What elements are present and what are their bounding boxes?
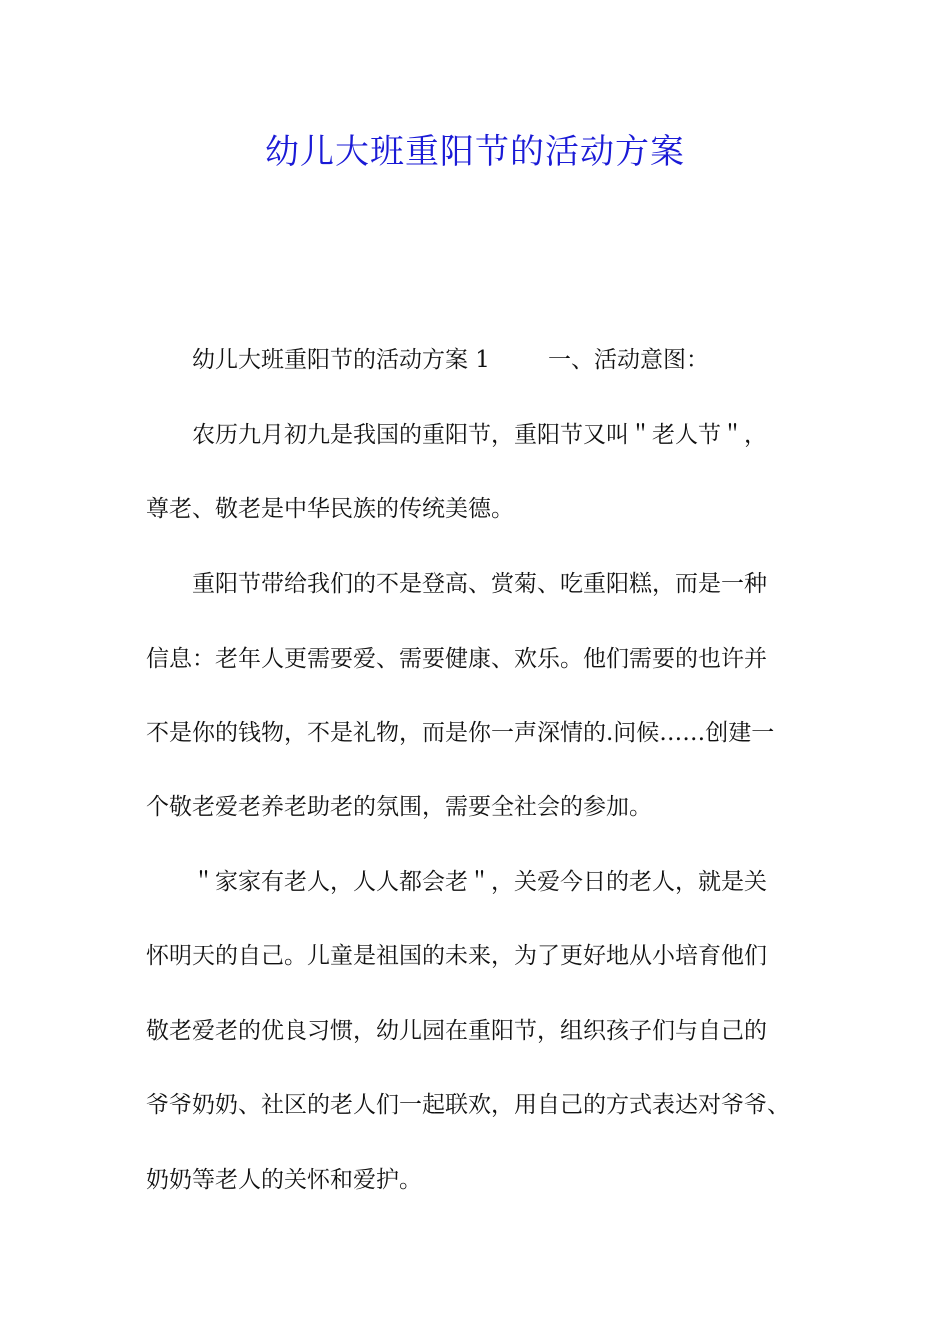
document-title: 幼儿大班重阳节的活动方案 (265, 132, 685, 172)
plan-heading-line (192, 344, 864, 376)
paragraph-line: 不是你的钱物，不是礼物，而是你一声深情的.问候……创建一 (146, 720, 775, 746)
paragraph-line: 农历九月初九是我国的重阳节，重阳节又叫＂老人节＂， (192, 422, 767, 448)
paragraph-line: 爷爷奶奶、社区的老人们一起联欢，用自己的方式表达对爷爷、 (146, 1092, 790, 1118)
paragraph-line: 信息：老年人更需要爱、需要健康、欢乐。他们需要的也许并 (146, 646, 767, 672)
paragraph-line: 重阳节带给我们的不是登高、赏菊、吃重阳糕，而是一种 (192, 571, 767, 597)
paragraph-line: 怀明天的自己。儿童是祖国的未来，为了更好地从小培育他们 (146, 943, 767, 969)
paragraph-line: 尊老、敬老是中华民族的传统美德。 (146, 496, 514, 522)
paragraph-line: 个敬老爱老养老助老的氛围，需要全社会的参加。 (146, 794, 652, 820)
paragraph-line: 敬老爱老的优良习惯，幼儿园在重阳节，组织孩子们与自己的 (146, 1018, 767, 1044)
paragraph-line: 奶奶等老人的关怀和爱护。 (146, 1167, 422, 1193)
section-heading: 一、活动意图： (547, 347, 709, 373)
paragraph-line: ＂家家有老人，人人都会老＂，关爱今日的老人，就是关 (192, 869, 767, 895)
plan-name: 幼儿大班重阳节的活动方案 1 (192, 347, 490, 373)
